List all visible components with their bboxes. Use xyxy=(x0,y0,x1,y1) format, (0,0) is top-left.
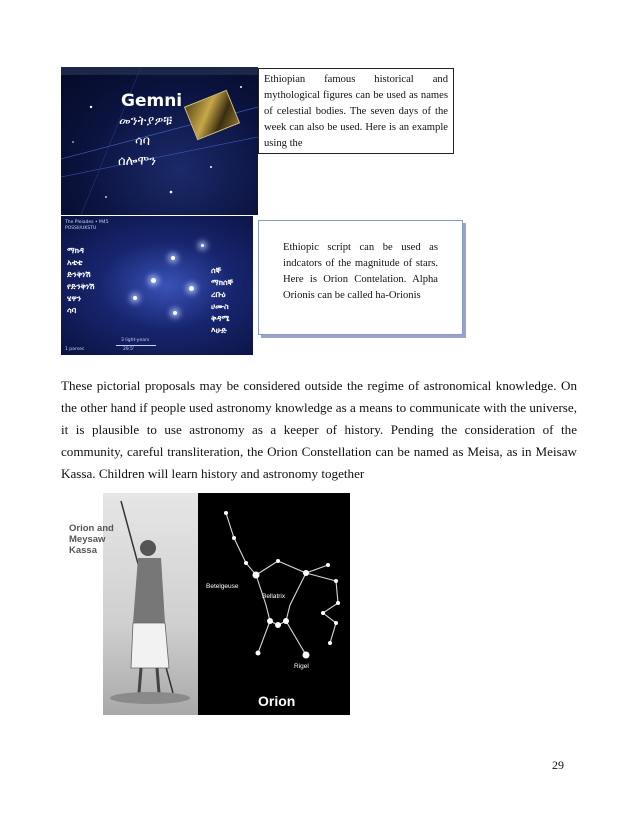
pleiades-header: POSSII/UKSTU xyxy=(65,226,97,231)
orion-star-label: Bellatrix xyxy=(262,593,286,600)
orion-star-label: Rigel xyxy=(294,663,309,670)
pleiades-right-label: ረቡዕ xyxy=(211,290,226,299)
pleiades-left-label: ሳባ xyxy=(67,306,77,315)
pleiades-scale-label: 3 light-years xyxy=(121,338,150,343)
orion-title: Orion xyxy=(258,693,296,709)
warrior-figure xyxy=(103,493,198,715)
gemini-title: Gemni xyxy=(121,91,183,111)
orion-constellation-lines xyxy=(198,493,350,715)
pleiades-right-label: እሁድ xyxy=(211,326,227,335)
pleiades-star xyxy=(171,256,175,260)
caption-line: Meysaw xyxy=(69,534,106,545)
pleiades-right-label: ሀሙስ xyxy=(211,302,229,311)
pleiades-right-label: ማክሰኞ xyxy=(211,278,234,287)
gemini-amharic-label: ሳባ xyxy=(135,134,151,149)
orion-star-label: Betelgeuse xyxy=(206,583,239,590)
orion-meysaw-image xyxy=(69,493,350,715)
pleiades-left-label: ሄዋን xyxy=(67,294,82,303)
page-number: 29 xyxy=(552,758,564,772)
gemini-starfield xyxy=(61,67,258,215)
gemini-amharic-label: መንትያዎቹ xyxy=(119,114,173,129)
pleiades-angle-label: 29.5' xyxy=(123,347,135,352)
pleiades-star xyxy=(133,296,137,300)
pleiades-star xyxy=(173,311,177,315)
pleiades-star xyxy=(151,278,156,283)
body-paragraph: These pictorial proposals may be considered outside the regime of astronomical knowledge. On the other hand if people used astronomy knowledge as a means to communicate with the universe, it is plausible to use astronomy as a keeper of history. Pending the consideration of the community, careful transliteration, the Orion Constellation can be named as Meisa, as in Meisaw Kassa. Children will learn history and astronomy together xyxy=(61,378,577,481)
meysaw-kassa-engraving xyxy=(103,493,198,715)
pleiades-star xyxy=(201,244,204,247)
caption-line: Orion and xyxy=(69,523,114,534)
pleiades-left-label: አቲቲ xyxy=(67,258,83,267)
pleiades-header: The Pleiades • M45 xyxy=(65,220,109,225)
pleiades-right-label: ቅዳሜ xyxy=(211,314,230,323)
caption-line: Kassa xyxy=(69,545,97,556)
pleiades-parsec-label: 1 parsec xyxy=(65,347,85,352)
gemini-amharic-label: ሰሎሞን xyxy=(118,154,157,169)
pleiades-right-label: ሰኞ xyxy=(211,266,222,275)
gemini-sky-image xyxy=(61,67,258,215)
pleiades-scale-bar xyxy=(116,345,156,346)
pleiades-left-label: ድንቅነሽ xyxy=(67,270,91,279)
orion-constellation-panel xyxy=(198,493,350,715)
pleiades-star xyxy=(189,286,194,291)
caption-box-celestial-names: Ethiopian famous historical and mythological figures can be used as names of celestial bodies. The seven days of the week can also be used. Here is an example using the xyxy=(258,68,454,154)
pleiades-image xyxy=(61,216,253,355)
pleiades-left-label: ማክዳ xyxy=(67,246,85,255)
pleiades-left-label: የድንቅነሽ xyxy=(67,282,95,291)
caption-box-star-magnitude: Ethiopic script can be used as indcators of the magnitude of stars. Here is Orion Contelation. Alpha Orionis can be called ha-Orionis xyxy=(258,220,463,335)
orion-meysaw-caption xyxy=(69,523,114,556)
